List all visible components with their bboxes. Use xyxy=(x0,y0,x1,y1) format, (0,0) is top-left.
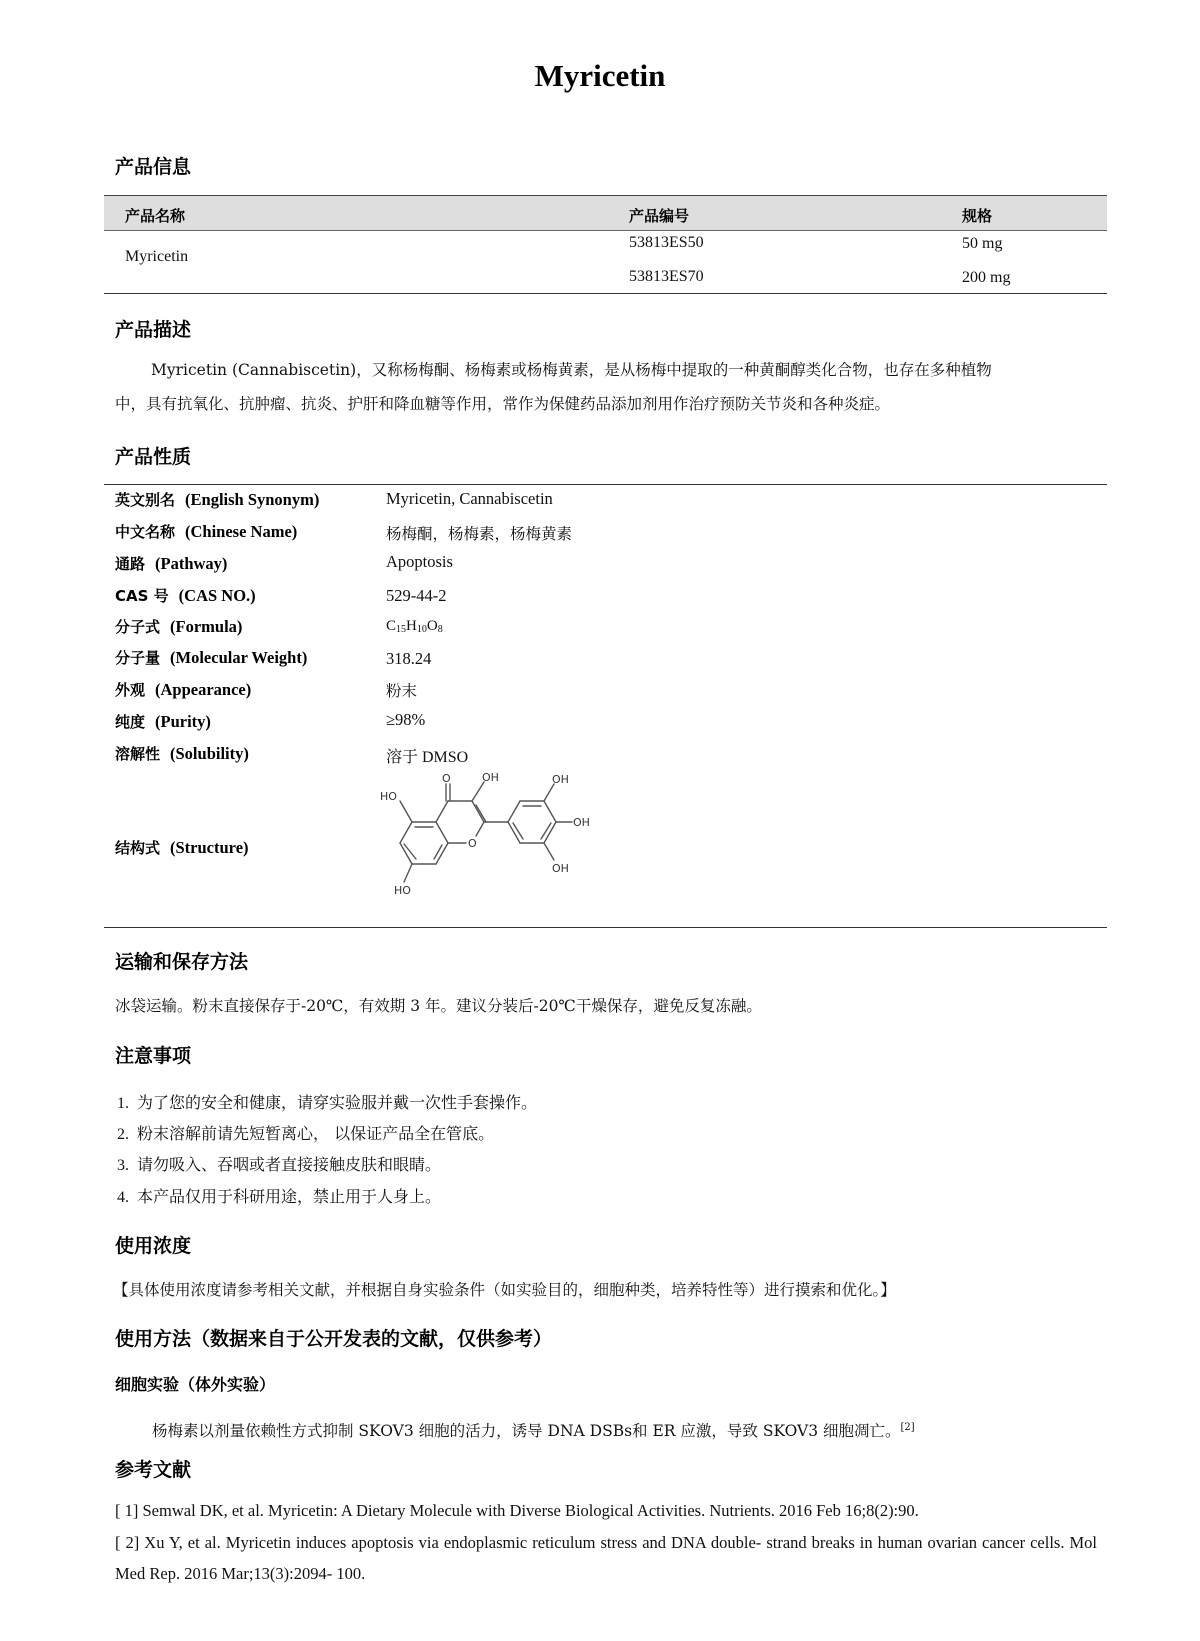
product-code-cell: 53813ES50 xyxy=(629,234,704,251)
property-label-english-synonym: 英文别名 (English Synonym) xyxy=(115,490,320,509)
reference-item: [ 1] Semwal DK, et al. Myricetin: A Dietary Molecule with Diverse Biological Activities. Nutrients. 2016 Feb 16;8(2):90. xyxy=(115,1501,919,1520)
method-heading: 使用方法（数据来自于公开发表的文献，仅供参考） xyxy=(115,1328,553,1350)
method-text: 杨梅素以剂量依赖性方式抑制 SKOV3 细胞的活力，诱导 DNA DSBs和 ER 应激，导致 SKOV3 细胞凋亡。[2] xyxy=(152,1422,915,1441)
col-product-code: 产品编号 xyxy=(629,207,690,225)
property-label-molecular-weight: 分子量 (Molecular Weight) xyxy=(115,648,308,667)
note-item: 1. 为了您的安全和健康，请穿实验服并戴一次性手套操作。 xyxy=(117,1093,538,1112)
property-label-solubility: 溶解性 (Solubility) xyxy=(115,744,249,763)
atom-label: HO xyxy=(394,884,411,897)
notes-heading: 注意事项 xyxy=(115,1045,192,1067)
properties-heading: 产品性质 xyxy=(115,446,192,468)
document-title: Myricetin xyxy=(534,58,666,93)
description-heading: 产品描述 xyxy=(115,319,192,341)
property-label-purity: 纯度 (Purity) xyxy=(115,712,211,731)
atom-label: OH xyxy=(552,773,569,786)
property-label-pathway: 通路 (Pathway) xyxy=(115,554,228,573)
property-value-solubility: 溶于 DMSO xyxy=(386,749,469,766)
reference-item: [ 2] Xu Y, et al. Myricetin induces apoptosis via endoplasmic reticulum stress and DNA double- strand breaks in human ovarian cancer cells. Mol Med Rep. 2016 Mar;13(3):2094- 100. xyxy=(115,1533,1097,1583)
property-label-appearance: 外观 (Appearance) xyxy=(115,680,252,699)
property-value-molecular-weight: 318.24 xyxy=(386,649,432,668)
properties-top-rule xyxy=(104,484,1107,485)
property-value-formula: $C_{15}H_{10}O_8$ xyxy=(386,618,443,635)
property-value-pathway: Apoptosis xyxy=(386,552,453,571)
note-item: 4. 本产品仅用于科研用途，禁止用于人身上。 xyxy=(117,1187,442,1206)
atom-label: OH xyxy=(552,862,569,875)
property-value-appearance: 粉末 xyxy=(386,683,418,700)
storage-text: 冰袋运输。粉末直接保存于-20℃，有效期 3 年。建议分装后-20℃干燥保存，避免反复冻融。 xyxy=(115,997,762,1015)
col-product-name: 产品名称 xyxy=(125,207,186,225)
references-heading: 参考文献 xyxy=(115,1459,192,1481)
atom-label: HO xyxy=(380,790,397,803)
atom-label: OH xyxy=(482,772,499,784)
product-spec-cell: 200 mg xyxy=(962,269,1011,286)
col-spec: 规格 xyxy=(962,207,993,225)
concentration-heading: 使用浓度 xyxy=(115,1235,192,1257)
chemical-structure-image xyxy=(376,772,616,922)
product-code-cell: 53813ES70 xyxy=(629,268,704,285)
property-value-english-synonym: Myricetin, Cannabiscetin xyxy=(386,489,553,508)
properties-bottom-rule xyxy=(104,927,1107,928)
description-line: 中，具有抗氧化、抗肿瘤、抗炎、护肝和降血糖等作用，常作为保健药品添加剂用作治疗预防关节炎和各种炎症。 xyxy=(115,395,891,413)
atom-label: O xyxy=(468,837,477,850)
product-info-table-header xyxy=(104,195,1107,231)
property-label-chinese-name: 中文名称 (Chinese Name) xyxy=(115,522,298,541)
concentration-text: 【具体使用浓度请参考相关文献，并根据自身实验条件（如实验目的，细胞种类，培养特性等）进行摸索和优化。】 xyxy=(113,1281,896,1299)
property-label-formula: 分子式 (Formula) xyxy=(115,617,243,636)
property-value-chinese-name: 杨梅酮，杨梅素，杨梅黄素 xyxy=(386,526,573,543)
note-item: 3. 请勿吸入、吞咽或者直接接触皮肤和眼睛。 xyxy=(117,1155,442,1174)
storage-heading: 运输和保存方法 xyxy=(115,951,249,973)
cell-experiment-subheading: 细胞实验（体外实验） xyxy=(115,1375,276,1394)
citation-marker: [2] xyxy=(900,1422,915,1433)
product-info-heading: 产品信息 xyxy=(115,156,192,178)
note-item: 2. 粉末溶解前请先短暂离心， 以保证产品全在管底。 xyxy=(117,1124,495,1143)
product-spec-cell: 50 mg xyxy=(962,235,1003,252)
table-bottom-rule xyxy=(104,293,1107,294)
property-value-cas: 529-44-2 xyxy=(386,586,447,605)
property-value-purity: ≥98% xyxy=(386,710,426,729)
atom-label: OH xyxy=(573,816,590,829)
product-name-cell: Myricetin xyxy=(125,248,189,265)
property-label-structure: 结构式 (Structure) xyxy=(115,838,249,857)
atom-label: O xyxy=(442,772,451,785)
description-line: Myricetin (Cannabiscetin)，又称杨梅酮、杨梅素或杨梅黄素，是从杨梅中提取的一种黄酮醇类化合物，也存在多种植物 xyxy=(151,361,992,379)
property-label-cas: CAS 号 (CAS NO.) xyxy=(115,586,256,605)
